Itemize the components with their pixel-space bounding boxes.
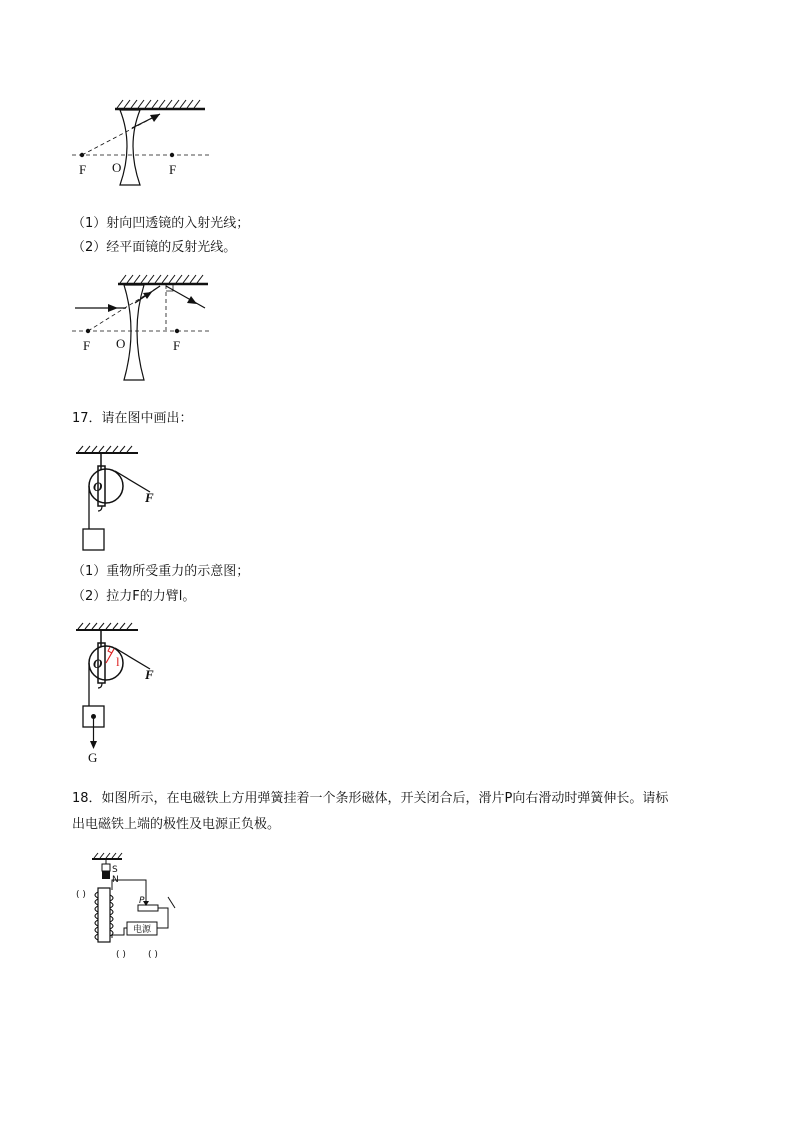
bar-magnet-top: [102, 864, 110, 871]
focus-right-label: F: [173, 338, 181, 353]
electromagnet-core: [98, 888, 110, 942]
question-18-line-1: 18．如图所示，在电磁铁上方用弹簧挂着一个条形磁体，开关闭合后，滑片P向右滑动时弹簧伸长。请标: [72, 791, 669, 806]
power-source-label: 电源: [133, 925, 152, 935]
center-label: O: [112, 160, 122, 175]
force-label: F: [145, 490, 154, 505]
wire-bottom: [112, 928, 127, 938]
focus-right-dot: [175, 329, 179, 333]
ceiling: [76, 446, 138, 453]
magnet-s-label: S: [112, 865, 118, 875]
force-label: F: [145, 667, 154, 682]
reflected-ray: [166, 286, 205, 308]
incident-arrow: [108, 304, 118, 312]
wire-right: [157, 908, 168, 928]
lens-mirror-figure-answer: [60, 270, 230, 385]
question-18-line-2: 出电磁铁上端的极性及电源正负极。: [72, 817, 281, 832]
ceiling-mirror: [118, 275, 208, 284]
ceiling: [76, 623, 138, 630]
switch: [168, 897, 175, 908]
reflected-arrow: [187, 296, 197, 304]
arm-right-angle: [108, 647, 112, 653]
force-arm-line: [106, 649, 114, 663]
focus-left-dot: [86, 329, 90, 333]
bar-magnet-bottom: [102, 871, 110, 879]
focus-right-label: F: [169, 162, 177, 177]
pulley-figure-question: [70, 445, 180, 555]
center-label: O: [116, 336, 126, 351]
lens-mirror-figure-question: [60, 90, 230, 190]
ceiling: [92, 853, 122, 859]
weight-block: [83, 529, 104, 550]
question-17-title: 17．请在图中画出：: [72, 411, 193, 426]
lens-item-2: （2）经平面镜的反射光线。: [72, 240, 237, 255]
lens-item-1: （1）射向凹透镜的入射光线；: [72, 216, 250, 231]
arm-label: l: [116, 654, 120, 669]
focus-left-dot: [80, 153, 84, 157]
focus-right-dot: [170, 153, 174, 157]
magnet-n-label: N: [112, 875, 119, 885]
gravity-label: G: [88, 750, 98, 765]
q17-item-2: （2）拉力F的力臂l。: [72, 589, 196, 604]
ceiling-mirror: [115, 100, 205, 109]
rope-pull: [115, 648, 150, 669]
center-label: O: [93, 656, 103, 671]
source-blank-left: ( ): [116, 950, 126, 960]
source-blank-right: ( ): [148, 950, 158, 960]
concave-lens: [120, 110, 140, 185]
center-label: O: [93, 479, 103, 494]
focus-left-label: F: [79, 162, 87, 177]
focus-left-label: F: [83, 338, 91, 353]
slider-label: P: [139, 896, 145, 906]
gravity-arrow-head: [90, 741, 97, 749]
pulley-figure-answer: [70, 622, 180, 767]
rope-pull: [115, 471, 150, 492]
pole-blank: ( ): [76, 890, 86, 900]
q17-item-1: （1）重物所受重力的示意图；: [72, 564, 250, 579]
electromagnet-figure: [72, 850, 192, 965]
